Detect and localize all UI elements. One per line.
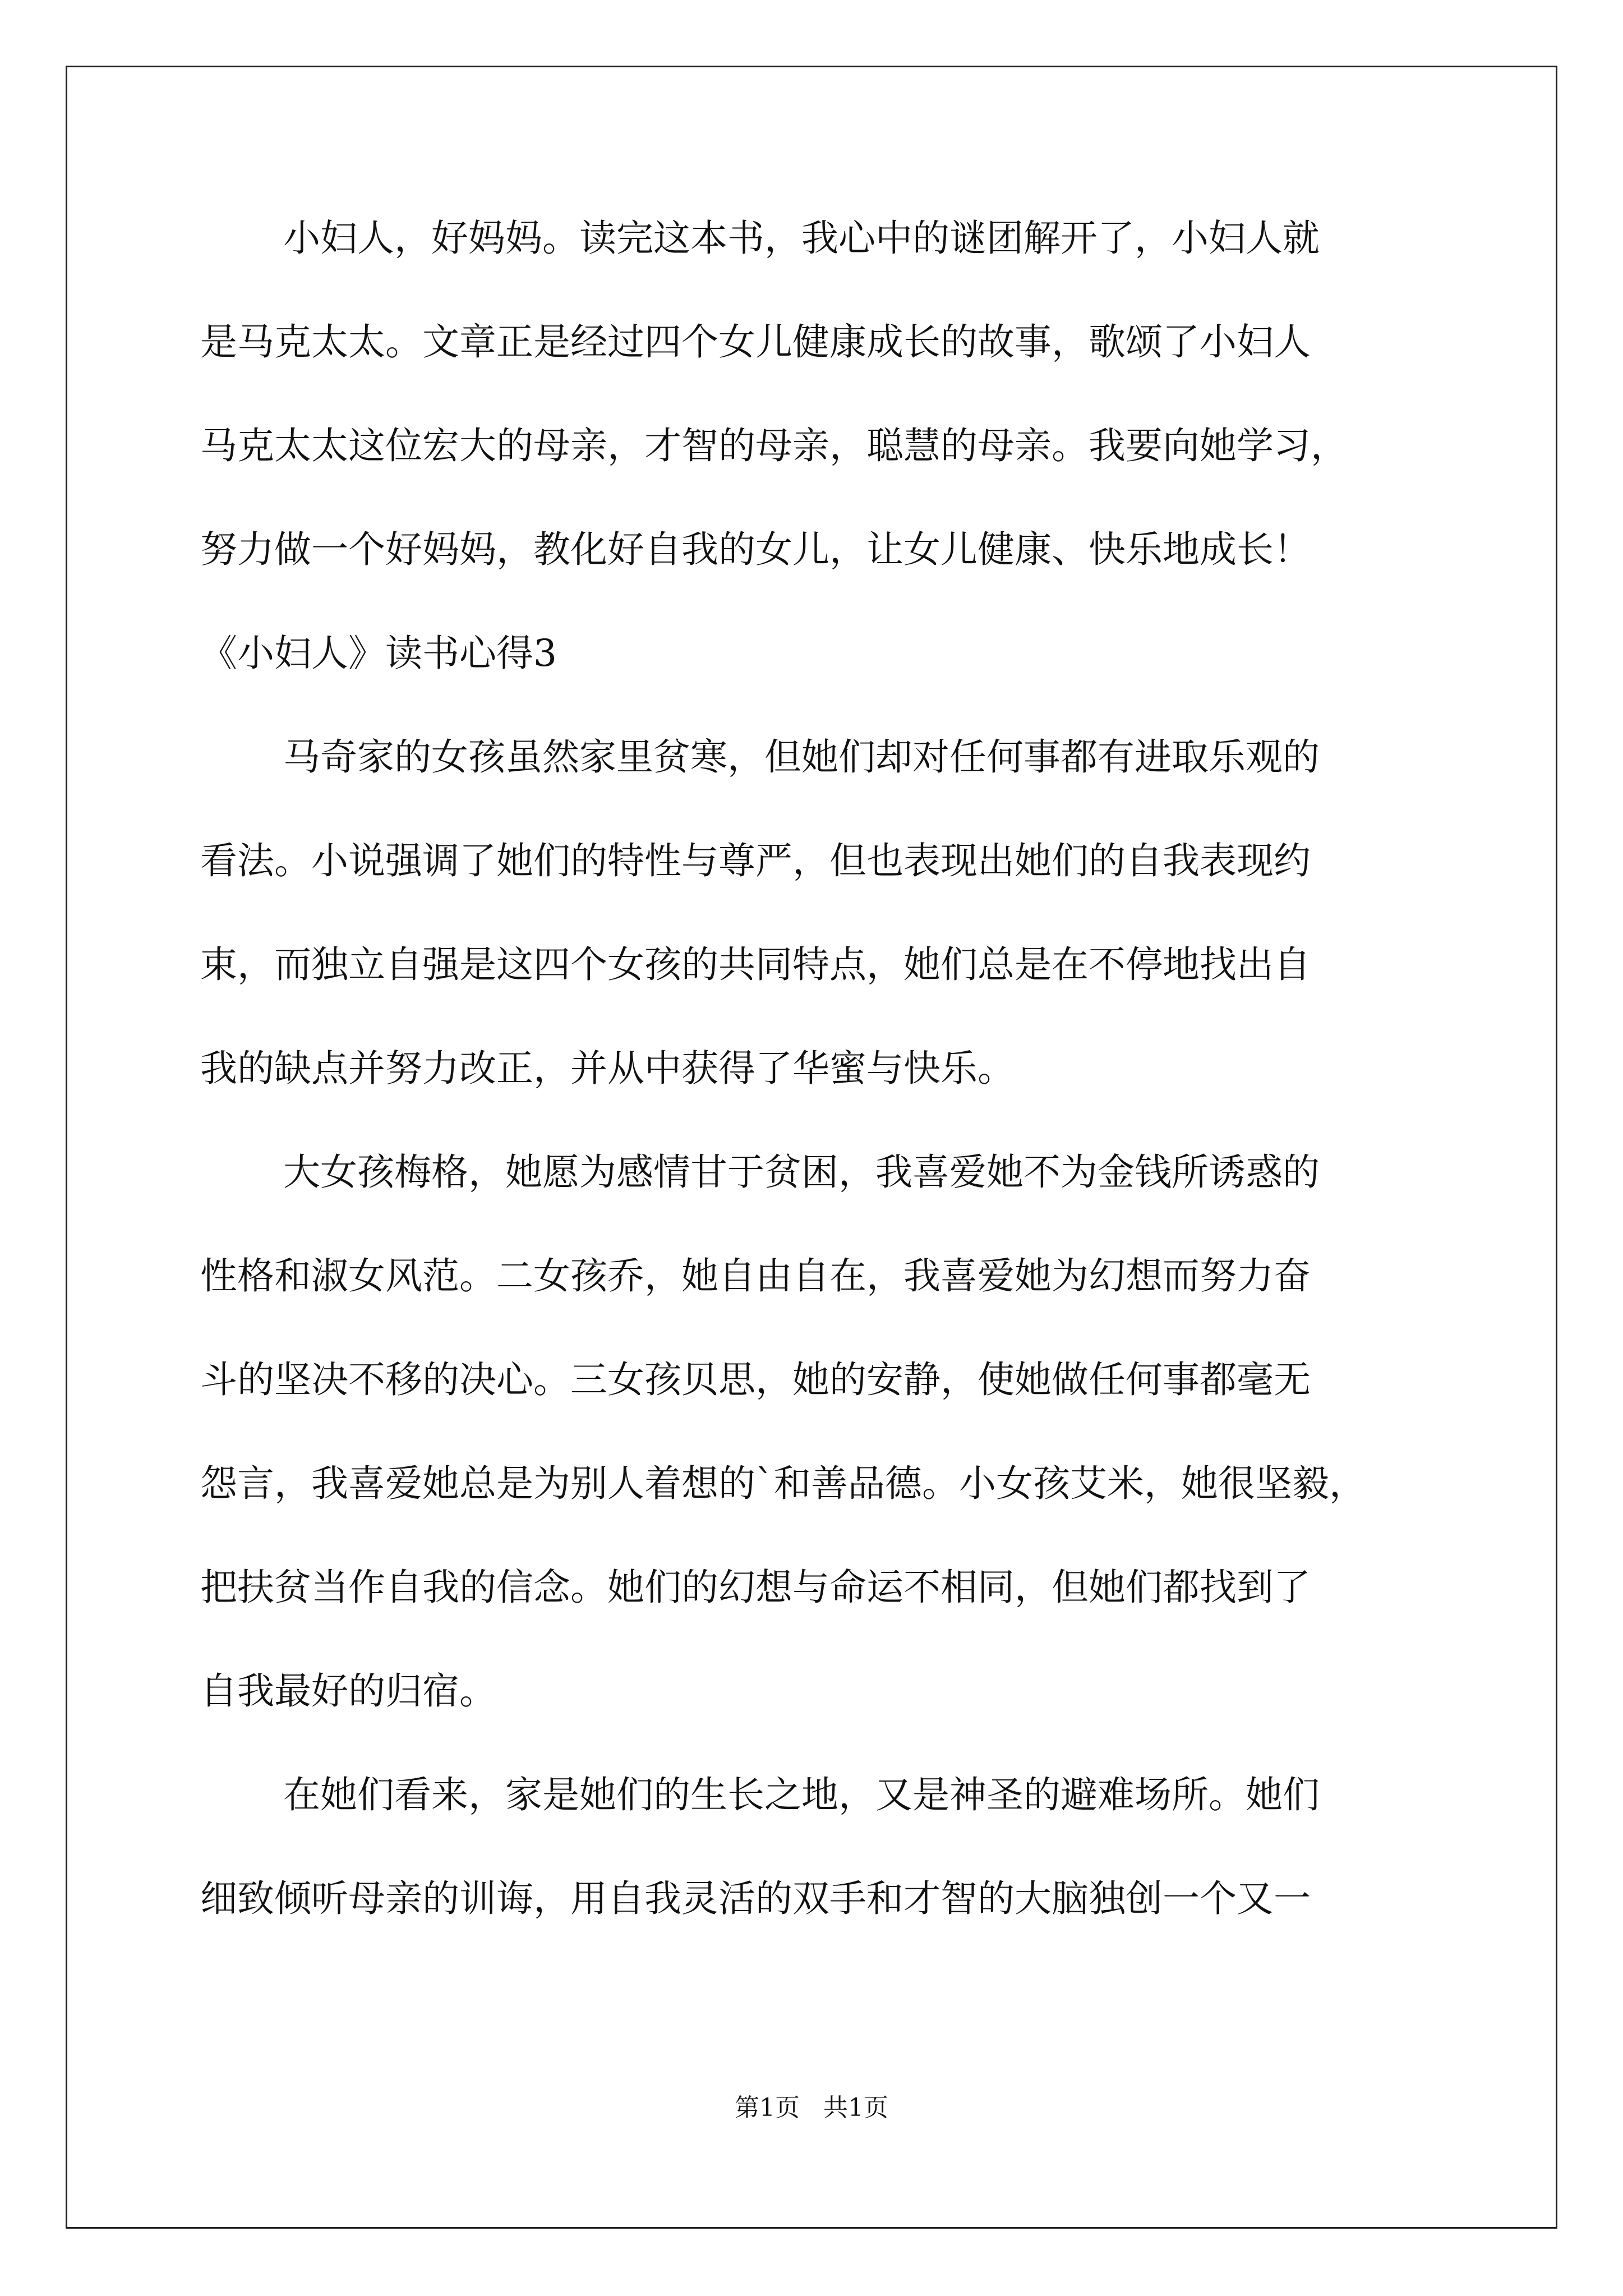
- paragraph-line: 束，而独立自强是这四个女孩的共同特点，她们总是在不停地找出自: [200, 943, 1311, 986]
- paragraph-line: 小妇人，好妈妈。读完这本书，我心中的谜团解开了，小妇人就: [283, 217, 1320, 260]
- paragraph-line: 马克太太这位宏大的母亲，才智的母亲，聪慧的母亲。我要向她学习，: [200, 424, 1348, 467]
- paragraph-line: 细致倾听母亲的训诲，用自我灵活的双手和才智的大脑独创一个又一: [200, 1877, 1311, 1920]
- paragraph-line: 怨言，我喜爱她总是为别人着想的`和善品德。小女孩艾米，她很坚毅，: [200, 1462, 1366, 1505]
- paragraph-line: 大女孩梅格，她愿为感情甘于贫困，我喜爱她不为金钱所诱惑的: [283, 1151, 1320, 1194]
- paragraph-line: 把扶贫当作自我的信念。她们的幻想与命运不相同，但她们都找到了: [200, 1566, 1311, 1609]
- paragraph-line: 是马克太太。文章正是经过四个女儿健康成长的故事，歌颂了小妇人: [200, 320, 1311, 364]
- paragraph-line: 斗的坚决不移的决心。三女孩贝思，她的安静，使她做任何事都毫无: [200, 1358, 1311, 1401]
- paragraph-line: 在她们看来，家是她们的生长之地，又是神圣的避难场所。她们: [283, 1773, 1320, 1816]
- paragraph-line: 自我最好的归宿。: [200, 1669, 496, 1713]
- paragraph-line: 马奇家的女孩虽然家里贫寒，但她们却对任何事都有进取乐观的: [283, 735, 1320, 779]
- paragraph-line: 我的缺点并努力改正，并从中获得了华蜜与快乐。: [200, 1047, 1015, 1090]
- paragraph-line: 性格和淑女风范。二女孩乔，她自由自在，我喜爱她为幻想而努力奋: [200, 1254, 1311, 1297]
- paragraph-line: 看法。小说强调了她们的特性与尊严，但也表现出她们的自我表现约: [200, 839, 1311, 882]
- page-footer: 第1页 共1页: [735, 2093, 888, 2122]
- section-heading: 《小妇人》读书心得3: [200, 632, 557, 675]
- paragraph-line: 努力做一个好妈妈，教化好自我的女儿，让女儿健康、快乐地成长！: [200, 528, 1311, 571]
